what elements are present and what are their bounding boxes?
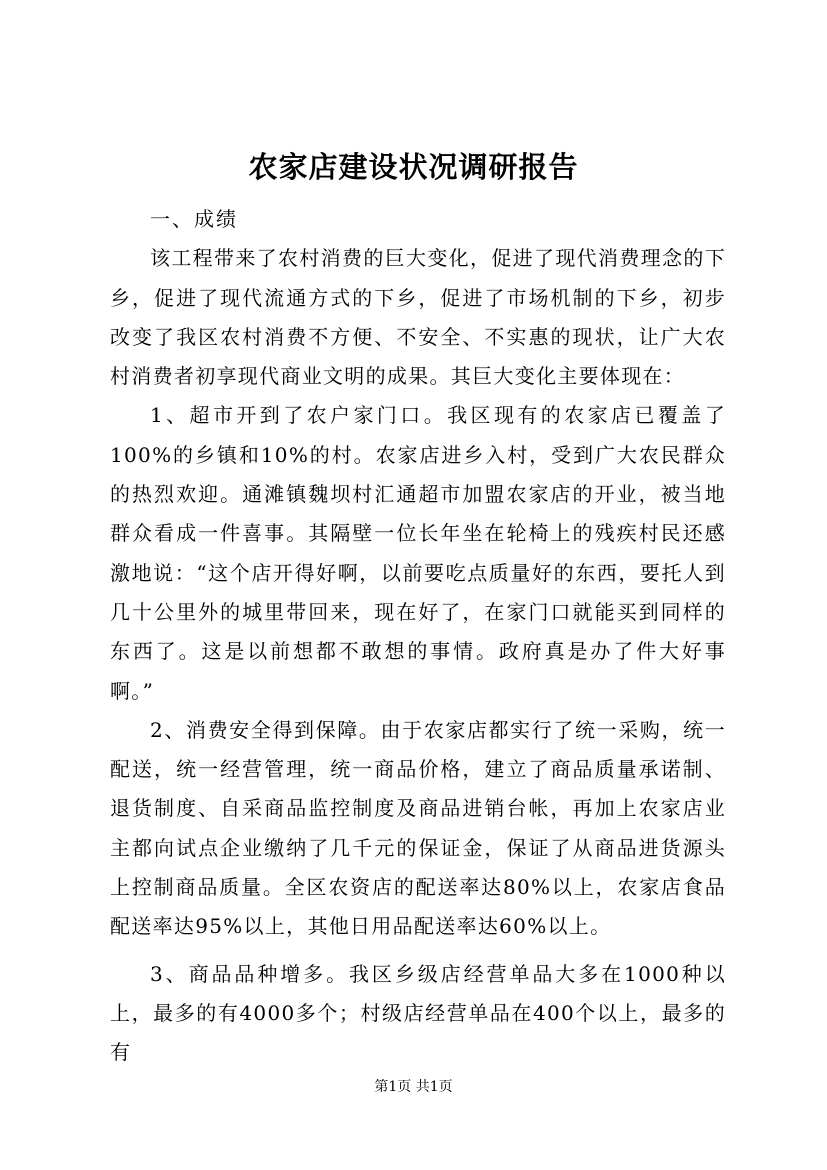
paragraph-intro: 该工程带来了农村消费的巨大变化，促进了现代消费理念的下乡，促进了现代流通方式的下乡，促进了市场机制的下乡，初步改变了我区农村消费不方便、不安全、不实惠的现状，让广大农村消费者初享现代商业文明的成果。其巨大变化主要体现在：: [110, 246, 726, 389]
section-heading: 一、成绩: [150, 207, 238, 231]
paragraph-item-1: 1、超市开到了农户家门口。我区现有的农家店已覆盖了100%的乡镇和10%的村。农家店进乡入村，受到广大农民群众的热烈欢迎。通滩镇魏坝村汇通超市加盟农家店的开业，被当地群众看成一件喜事。其隔壁一位长年坐在轮椅上的残疾村民还感激地说：“这个店开得好啊，以前要吃点质量好的东西，要托人到几十公里外的城里带回来，现在好了，在家门口就能买到同样的东西了。这是以前想都不敢想的事情。政府真是办了件大好事啊。”: [110, 403, 726, 703]
page-footer: 第1页 共1页: [374, 1079, 453, 1095]
paragraph-item-2: 2、消费安全得到保障。由于农家店都实行了统一采购，统一配送，统一经营管理，统一商品价格，建立了商品质量承诺制、退货制度、自采商品监控制度及商品进销台帐，再加上农家店业主都向试点企业缴纳了几千元的保证金，保证了从商品进货源头上控制商品质量。全区农资店的配送率达80%以上，农家店食品配送率达95%以上，其他日用品配送率达60%以上。: [110, 717, 726, 939]
document-body: [110, 200, 726, 1073]
paragraph-item-3: 3、商品品种增多。我区乡级店经营单品大多在1000种以上，最多的有4000多个；村级店经营单品在400个以上，最多的有: [110, 961, 726, 1065]
document-title: 农家店建设状况调研报告: [248, 150, 579, 184]
